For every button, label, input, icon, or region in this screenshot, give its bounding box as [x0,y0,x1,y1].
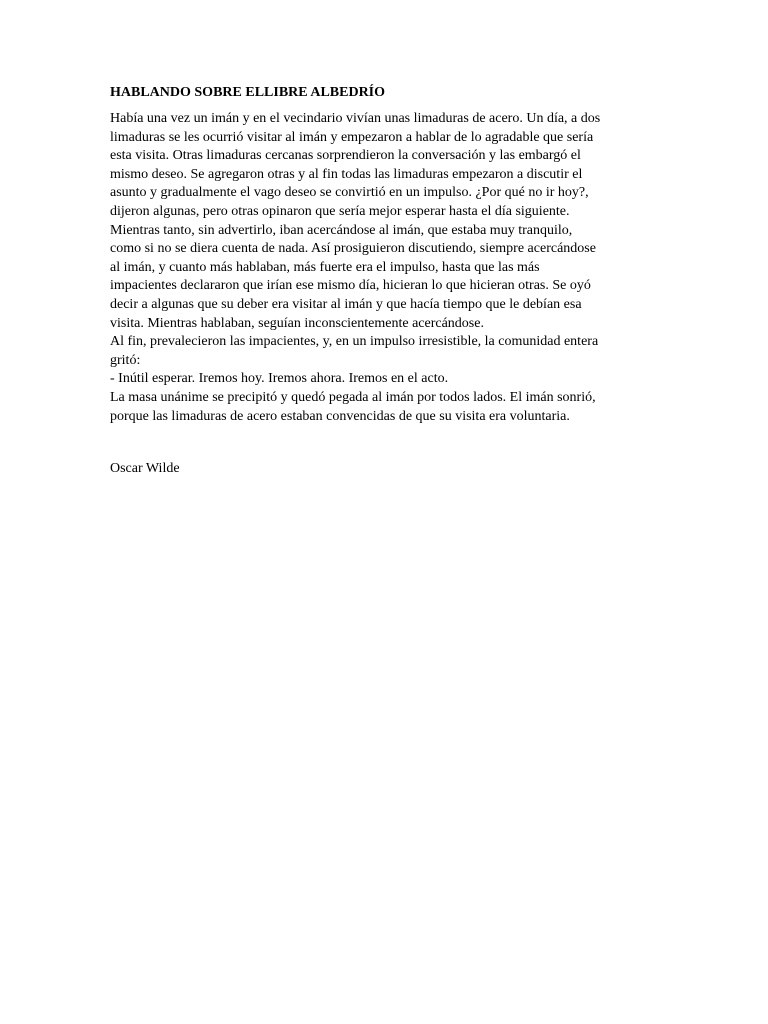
story-line: al imán, y cuanto más hablaban, más fuerte era el impulso, hasta que las más [110,259,540,275]
document-content [110,84,665,478]
story-line: dijeron algunas, pero otras opinaron que sería mejor esperar hasta el día siguiente. [110,203,570,219]
story-line: porque las limaduras de acero estaban convencidas de que su visita era voluntaria. [110,408,570,424]
story-line: Mientras tanto, sin advertirlo, iban acercándose al imán, que estaba muy tranquilo, [110,222,573,238]
document-title: HABLANDO SOBRE ELLIBRE ALBEDRÍO [110,85,386,100]
story-line: La masa unánime se precipitó y quedó pegada al imán por todos lados. El imán sonrió, [110,389,596,405]
story-line: impacientes declararon que irían ese mismo día, hicieran lo que hicieran otras. Se oyó [110,278,591,294]
story-line: gritó: [110,352,141,368]
story-line: mismo deseo. Se agregaron otras y al fin todas las limaduras empezaron a discutir el [110,166,583,182]
story-line: visita. Mientras hablaban, seguían inconscientemente acercándose. [110,315,484,331]
story-line: asunto y gradualmente el vago deseo se convirtió en un impulso. ¿Por qué no ir hoy?, [110,185,589,201]
story-line: Al fin, prevalecieron las impacientes, y, en un impulso irresistible, la comunidad entera [110,334,599,350]
story-line: esta visita. Otras limaduras cercanas sorprendieron la conversación y las embargó el [110,148,581,164]
story-text [110,110,665,426]
author-name: Oscar Wilde [110,461,180,477]
story-line: limaduras se les ocurrió visitar al imán y empezaron a hablar de lo agradable que sería [110,129,594,145]
story-line: - Inútil esperar. Iremos hoy. Iremos ahora. Iremos en el acto. [110,371,449,387]
story-line: decir a algunas que su deber era visitar al imán y que hacía tiempo que le debían esa [110,296,582,312]
story-line: como si no se diera cuenta de nada. Así prosiguieron discutiendo, siempre acercándose [110,241,596,257]
story-line: Había una vez un imán y en el vecindario vivían unas limaduras de acero. Un día, a dos [110,111,601,126]
